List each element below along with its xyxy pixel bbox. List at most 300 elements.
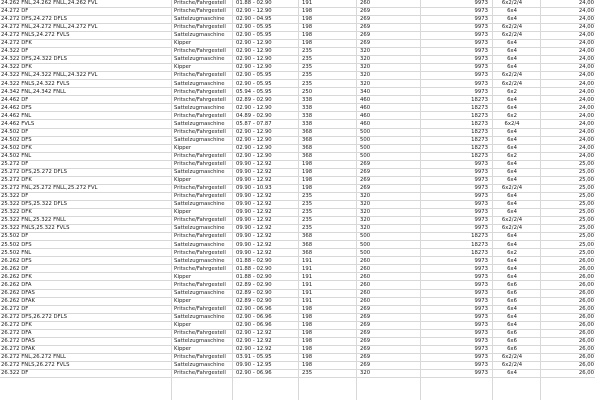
table-row[interactable] xyxy=(0,16,595,24)
drive-config-cell: 6x4 xyxy=(507,144,517,151)
production-period-cell: 09.90 - 12.92 xyxy=(236,241,272,248)
power-kw-cell: 191 xyxy=(302,281,313,288)
model-cell: 25.502 DF xyxy=(1,233,29,240)
tonnage-cell: 24,00 xyxy=(578,8,594,15)
power-hp-cell: 500 xyxy=(360,249,371,256)
power-hp-cell: 269 xyxy=(360,32,371,39)
model-cell: 24.502 DFK xyxy=(1,144,32,151)
body-type-cell: Pritsche/Fahrgestell xyxy=(174,370,226,377)
production-period-cell: 02.90 - 12.90 xyxy=(236,104,272,111)
table-row[interactable] xyxy=(0,177,595,185)
body-type-cell: Kipper xyxy=(174,209,192,216)
power-hp-cell: 320 xyxy=(360,64,371,71)
table-row[interactable] xyxy=(0,145,595,153)
power-hp-cell: 460 xyxy=(360,120,371,127)
power-kw-cell: 235 xyxy=(302,201,313,208)
body-type-cell: Kipper xyxy=(174,346,192,353)
drive-config-cell: 6x4 xyxy=(507,305,517,312)
power-kw-cell: 338 xyxy=(302,120,313,127)
body-type-cell: Sattelzugmaschine xyxy=(174,120,225,127)
power-kw-cell: 338 xyxy=(302,112,313,119)
drive-config-cell: 6x4 xyxy=(507,193,517,200)
model-cell: 26.322 DF xyxy=(1,370,29,377)
body-type-cell: Pritsche/Fahrgestell xyxy=(174,217,226,224)
table-row[interactable] xyxy=(0,185,595,193)
drive-config-cell: 6x2 xyxy=(507,152,517,159)
power-kw-cell: 235 xyxy=(302,64,313,71)
table-row[interactable] xyxy=(0,290,595,298)
drive-config-cell: 6x2 xyxy=(507,249,517,256)
table-row[interactable] xyxy=(0,153,595,161)
production-period-cell: 02.90 - 12.92 xyxy=(236,330,272,337)
body-type-cell: Sattelzugmaschine xyxy=(174,241,225,248)
production-period-cell: 02.90 - 12.90 xyxy=(236,64,272,71)
power-kw-cell: 368 xyxy=(302,152,313,159)
displacement-cell: 18273 xyxy=(471,96,488,103)
tonnage-cell: 24,00 xyxy=(578,56,594,63)
body-type-cell: Pritsche/Fahrgestell xyxy=(174,128,226,135)
tonnage-cell: 26,00 xyxy=(578,281,594,288)
power-kw-cell: 368 xyxy=(302,128,313,135)
power-kw-cell: 191 xyxy=(302,297,313,304)
production-period-cell: 09.90 - 12.92 xyxy=(236,233,272,240)
displacement-cell: 9973 xyxy=(474,201,488,208)
body-type-cell: Kipper xyxy=(174,144,192,151)
drive-config-cell: 6x2/2/4 xyxy=(501,80,523,87)
tonnage-cell: 24,00 xyxy=(578,128,594,135)
table-row[interactable] xyxy=(0,298,595,306)
power-hp-cell: 260 xyxy=(360,257,371,264)
table-row[interactable] xyxy=(0,32,595,40)
power-hp-cell: 320 xyxy=(360,72,371,79)
power-kw-cell: 235 xyxy=(302,370,313,377)
drive-config-cell: 6x4 xyxy=(507,161,517,167)
drive-config-cell: 6x2/2/4 xyxy=(501,185,523,192)
body-type-cell: Sattelzugmaschine xyxy=(174,169,225,176)
displacement-cell: 9973 xyxy=(474,209,488,216)
production-period-cell: 04.89 - 02.90 xyxy=(236,112,272,119)
power-hp-cell: 269 xyxy=(360,40,371,47)
drive-config-cell: 6x2/2/4 xyxy=(501,24,523,31)
displacement-cell: 9973 xyxy=(474,297,488,304)
table-row[interactable] xyxy=(0,250,595,258)
displacement-cell: 9973 xyxy=(474,370,488,377)
drive-config-cell: 6x2/2/4 xyxy=(501,217,523,224)
tonnage-cell: 25,00 xyxy=(578,169,594,176)
model-cell: 24.342 FNL,24.342 FNLL xyxy=(1,88,66,95)
displacement-cell: 9973 xyxy=(474,313,488,320)
production-period-cell: 01.88 - 02.90 xyxy=(236,0,272,6)
body-type-cell: Pritsche/Fahrgestell xyxy=(174,88,226,95)
power-kw-cell: 235 xyxy=(302,48,313,55)
tonnage-cell: 24,00 xyxy=(578,0,594,6)
table-row[interactable] xyxy=(0,258,595,266)
table-row[interactable] xyxy=(0,169,595,177)
tonnage-cell: 24,00 xyxy=(578,96,594,103)
production-period-cell: 05.94 - 05.95 xyxy=(236,88,272,95)
power-hp-cell: 260 xyxy=(360,265,371,272)
drive-config-cell: 6x4 xyxy=(507,265,517,272)
model-cell: 26.272 DFAK xyxy=(1,346,35,353)
body-type-cell: Pritsche/Fahrgestell xyxy=(174,8,226,15)
tonnage-cell: 25,00 xyxy=(578,209,594,216)
power-kw-cell: 191 xyxy=(302,273,313,280)
drive-config-cell: 6x6 xyxy=(507,281,517,288)
displacement-cell: 9973 xyxy=(474,185,488,192)
table-row[interactable] xyxy=(0,0,595,8)
body-type-cell: Sattelzugmaschine xyxy=(174,104,225,111)
power-hp-cell: 500 xyxy=(360,152,371,159)
tonnage-cell: 26,00 xyxy=(578,370,594,377)
body-type-cell: Sattelzugmaschine xyxy=(174,201,225,208)
table-row[interactable] xyxy=(0,81,595,89)
displacement-cell: 9973 xyxy=(474,0,488,6)
power-kw-cell: 235 xyxy=(302,80,313,87)
production-period-cell: 02.90 - 06.96 xyxy=(236,305,272,312)
table-row[interactable] xyxy=(0,137,595,145)
power-kw-cell: 368 xyxy=(302,136,313,143)
body-type-cell: Pritsche/Fahrgestell xyxy=(174,193,226,200)
power-kw-cell: 198 xyxy=(302,40,313,47)
production-period-cell: 02.90 - 05.95 xyxy=(236,72,272,79)
power-kw-cell: 198 xyxy=(302,169,313,176)
table-row[interactable] xyxy=(0,89,595,97)
table-row[interactable] xyxy=(0,242,595,250)
power-hp-cell: 320 xyxy=(360,209,371,216)
drive-config-cell: 6x2 xyxy=(507,112,517,119)
model-cell: 26.272 DF xyxy=(1,305,29,312)
table-row[interactable] xyxy=(0,362,595,370)
model-cell: 25.322 FNLS,25.322 FVLS xyxy=(1,225,70,232)
model-cell: 24.322 DFK xyxy=(1,64,32,71)
tonnage-cell: 24,00 xyxy=(578,48,594,55)
table-row[interactable] xyxy=(0,201,595,209)
power-kw-cell: 198 xyxy=(302,185,313,192)
displacement-cell: 9973 xyxy=(474,177,488,184)
table-row[interactable] xyxy=(0,266,595,274)
displacement-cell: 9973 xyxy=(474,169,488,176)
drive-config-cell: 6x2/2/4 xyxy=(501,32,523,39)
tonnage-cell: 24,00 xyxy=(578,72,594,79)
table-row[interactable] xyxy=(0,274,595,282)
power-kw-cell: 235 xyxy=(302,217,313,224)
table-row[interactable] xyxy=(0,8,595,16)
tonnage-cell: 24,00 xyxy=(578,64,594,71)
power-hp-cell: 269 xyxy=(360,177,371,184)
tonnage-cell: 24,00 xyxy=(578,152,594,159)
displacement-cell: 9973 xyxy=(474,281,488,288)
drive-config-cell: 6x6 xyxy=(507,297,517,304)
model-cell: 24.322 FNLS,24.322 FVLS xyxy=(1,80,70,87)
table-row[interactable] xyxy=(0,346,595,354)
table-row[interactable] xyxy=(0,97,595,105)
table-row[interactable] xyxy=(0,209,595,217)
production-period-cell: 03.91 - 05.95 xyxy=(236,354,272,361)
power-kw-cell: 235 xyxy=(302,209,313,216)
displacement-cell: 9973 xyxy=(474,225,488,232)
power-hp-cell: 460 xyxy=(360,112,371,119)
production-period-cell: 02.89 - 02.90 xyxy=(236,96,272,103)
power-hp-cell: 269 xyxy=(360,169,371,176)
body-type-cell: Sattelzugmaschine xyxy=(174,56,225,63)
displacement-cell: 9973 xyxy=(474,338,488,345)
power-kw-cell: 198 xyxy=(302,330,313,337)
model-cell: 24.462 FVLS xyxy=(1,120,35,127)
drive-config-cell: 6x4 xyxy=(507,201,517,208)
power-kw-cell: 191 xyxy=(302,265,313,272)
drive-config-cell: 6x4 xyxy=(507,64,517,71)
body-type-cell: Pritsche/Fahrgestell xyxy=(174,330,226,337)
power-hp-cell: 500 xyxy=(360,241,371,248)
displacement-cell: 9973 xyxy=(474,40,488,47)
table-row[interactable] xyxy=(0,306,595,314)
production-period-cell: 09.90 - 10.93 xyxy=(236,185,272,192)
table-row[interactable] xyxy=(0,338,595,346)
tonnage-cell: 24,00 xyxy=(578,112,594,119)
model-cell: 24.502 DF xyxy=(1,128,29,135)
power-hp-cell: 320 xyxy=(360,193,371,200)
power-kw-cell: 198 xyxy=(302,338,313,345)
model-cell: 24.322 DF xyxy=(1,48,29,55)
drive-config-cell: 6x4 xyxy=(507,313,517,320)
drive-config-cell: 6x4 xyxy=(507,48,517,55)
body-type-cell: Kipper xyxy=(174,177,192,184)
table-row[interactable] xyxy=(0,48,595,56)
production-period-cell: 02.90 - 12.90 xyxy=(236,152,272,159)
displacement-cell: 9973 xyxy=(474,64,488,71)
body-type-cell: Pritsche/Fahrgestell xyxy=(174,305,226,312)
body-type-cell: Kipper xyxy=(174,40,192,47)
model-cell: 25.322 DFS,25.322 DFLS xyxy=(1,201,67,208)
table-row[interactable] xyxy=(0,113,595,121)
tonnage-cell: 25,00 xyxy=(578,249,594,256)
displacement-cell: 9973 xyxy=(474,193,488,200)
tonnage-cell: 25,00 xyxy=(578,241,594,248)
drive-config-cell: 6x6 xyxy=(507,346,517,353)
drive-config-cell: 6x4 xyxy=(507,169,517,176)
table-row[interactable] xyxy=(0,64,595,72)
table-row[interactable] xyxy=(0,354,595,362)
body-type-cell: Pritsche/Fahrgestell xyxy=(174,281,226,288)
table-row[interactable] xyxy=(0,193,595,201)
tonnage-cell: 26,00 xyxy=(578,330,594,337)
body-type-cell: Pritsche/Fahrgestell xyxy=(174,233,226,240)
table-row[interactable] xyxy=(0,217,595,225)
power-kw-cell: 250 xyxy=(302,88,313,95)
tonnage-cell: 24,00 xyxy=(578,136,594,143)
tonnage-cell: 26,00 xyxy=(578,297,594,304)
table-row[interactable] xyxy=(0,72,595,80)
tonnage-cell: 26,00 xyxy=(578,273,594,280)
tonnage-cell: 24,00 xyxy=(578,40,594,47)
body-type-cell: Sattelzugmaschine xyxy=(174,257,225,264)
power-kw-cell: 191 xyxy=(302,289,313,296)
displacement-cell: 9973 xyxy=(474,289,488,296)
power-kw-cell: 235 xyxy=(302,72,313,79)
table-row[interactable] xyxy=(0,370,595,378)
model-cell: 26.272 FNLS,26.272 FVLS xyxy=(1,362,70,369)
model-cell: 26.272 DFAS xyxy=(1,338,35,345)
displacement-cell: 9973 xyxy=(474,32,488,39)
displacement-cell: 9973 xyxy=(474,24,488,31)
power-hp-cell: 269 xyxy=(360,16,371,23)
power-hp-cell: 269 xyxy=(360,185,371,192)
model-cell: 25.322 DF xyxy=(1,193,29,200)
production-period-cell: 09.90 - 12.92 xyxy=(236,217,272,224)
power-hp-cell: 260 xyxy=(360,297,371,304)
model-cell: 24.322 FNL,24.322 FNLL,24.322 FVL xyxy=(1,72,98,79)
displacement-cell: 9973 xyxy=(474,80,488,87)
model-cell: 24.462 FNL xyxy=(1,112,32,119)
power-kw-cell: 235 xyxy=(302,193,313,200)
power-hp-cell: 320 xyxy=(360,370,371,377)
drive-config-cell: 6x2/2/4 xyxy=(501,225,523,232)
displacement-cell: 18273 xyxy=(471,136,488,143)
table-row[interactable] xyxy=(0,40,595,48)
body-type-cell: Sattelzugmaschine xyxy=(174,136,225,143)
power-hp-cell: 260 xyxy=(360,289,371,296)
tonnage-cell: 26,00 xyxy=(578,289,594,296)
table-row[interactable] xyxy=(0,314,595,322)
model-cell: 24.322 DFS,24.322 DFLS xyxy=(1,56,67,63)
model-cell: 24.462 DFS xyxy=(1,104,32,111)
tonnage-cell: 24,00 xyxy=(578,32,594,39)
power-hp-cell: 269 xyxy=(360,354,371,361)
power-hp-cell: 460 xyxy=(360,96,371,103)
table-row[interactable] xyxy=(0,56,595,64)
model-cell: 25.272 DFK xyxy=(1,177,32,184)
power-hp-cell: 500 xyxy=(360,136,371,143)
tonnage-cell: 26,00 xyxy=(578,313,594,320)
power-kw-cell: 338 xyxy=(302,96,313,103)
tonnage-cell: 25,00 xyxy=(578,185,594,192)
power-hp-cell: 500 xyxy=(360,233,371,240)
displacement-cell: 18273 xyxy=(471,112,488,119)
body-type-cell: Sattelzugmaschine xyxy=(174,80,225,87)
power-hp-cell: 269 xyxy=(360,305,371,312)
production-period-cell: 09.90 - 12.92 xyxy=(236,201,272,208)
table-row[interactable] xyxy=(0,225,595,233)
drive-config-cell: 6x4 xyxy=(507,136,517,143)
model-cell: 25.322 FNL,25.322 FNLL xyxy=(1,217,66,224)
model-cell: 25.272 DFS,25.272 DFLS xyxy=(1,169,67,176)
table-row[interactable] xyxy=(0,24,595,32)
drive-config-cell: 6x4 xyxy=(507,96,517,103)
power-kw-cell: 198 xyxy=(302,16,313,23)
production-period-cell: 09.90 - 12.92 xyxy=(236,249,272,256)
power-hp-cell: 500 xyxy=(360,128,371,135)
displacement-cell: 18273 xyxy=(471,144,488,151)
power-kw-cell: 198 xyxy=(302,362,313,369)
tonnage-cell: 26,00 xyxy=(578,362,594,369)
displacement-cell: 9973 xyxy=(474,265,488,272)
model-cell: 26.262 DFA xyxy=(1,281,32,288)
table-row[interactable] xyxy=(0,330,595,338)
model-cell: 26.262 DFAS xyxy=(1,289,35,296)
power-kw-cell: 198 xyxy=(302,161,313,167)
model-cell: 25.502 FNL xyxy=(1,249,32,256)
power-hp-cell: 269 xyxy=(360,362,371,369)
displacement-cell: 9973 xyxy=(474,305,488,312)
table-row[interactable] xyxy=(0,282,595,290)
power-hp-cell: 260 xyxy=(360,273,371,280)
table-row[interactable] xyxy=(0,322,595,330)
production-period-cell: 01.88 - 02.90 xyxy=(236,257,272,264)
drive-config-cell: 6x4 xyxy=(507,322,517,328)
production-period-cell: 02.90 - 05.95 xyxy=(236,24,272,31)
displacement-cell: 18273 xyxy=(471,104,488,111)
tonnage-cell: 26,00 xyxy=(578,265,594,272)
body-type-cell: Kipper xyxy=(174,297,192,304)
power-hp-cell: 500 xyxy=(360,144,371,151)
drive-config-cell: 6x6 xyxy=(507,289,517,296)
table-row[interactable] xyxy=(0,105,595,113)
production-period-cell: 09.90 - 12.92 xyxy=(236,177,272,184)
body-type-cell: Sattelzugmaschine xyxy=(174,313,225,320)
table-row[interactable] xyxy=(0,121,595,129)
displacement-cell: 9973 xyxy=(474,354,488,361)
model-cell: 25.322 DFK xyxy=(1,209,32,216)
production-period-cell: 09.90 - 12.92 xyxy=(236,209,272,216)
displacement-cell: 18273 xyxy=(471,120,488,127)
body-type-cell: Pritsche/Fahrgestell xyxy=(174,249,226,256)
body-type-cell: Kipper xyxy=(174,64,192,71)
power-kw-cell: 198 xyxy=(302,322,313,328)
body-type-cell: Pritsche/Fahrgestell xyxy=(174,72,226,79)
table-row[interactable] xyxy=(0,161,595,169)
tonnage-cell: 25,00 xyxy=(578,161,594,167)
production-period-cell: 02.90 - 12.90 xyxy=(236,48,272,55)
model-cell: 26.262 DFAK xyxy=(1,297,35,304)
power-kw-cell: 198 xyxy=(302,313,313,320)
table-row[interactable] xyxy=(0,233,595,241)
power-hp-cell: 269 xyxy=(360,313,371,320)
displacement-cell: 9973 xyxy=(474,257,488,264)
power-hp-cell: 320 xyxy=(360,56,371,63)
body-type-cell: Sattelzugmaschine xyxy=(174,32,225,39)
power-hp-cell: 460 xyxy=(360,104,371,111)
production-period-cell: 02.89 - 02.90 xyxy=(236,281,272,288)
production-period-cell: 02.90 - 06.96 xyxy=(236,322,272,328)
tonnage-cell: 24,00 xyxy=(578,88,594,95)
model-cell: 25.272 FNL,25.272 FNLL,25.272 FVL xyxy=(1,185,98,192)
body-type-cell: Pritsche/Fahrgestell xyxy=(174,48,226,55)
tonnage-cell: 26,00 xyxy=(578,322,594,328)
model-cell: 26.272 FNL,26.272 FNLL xyxy=(1,354,66,361)
model-cell: 24.272 DF xyxy=(1,8,29,15)
production-period-cell: 02.90 - 12.90 xyxy=(236,144,272,151)
drive-config-cell: 6x2/4 xyxy=(504,120,520,127)
production-period-cell: 05.87 - 07.87 xyxy=(236,120,272,127)
tonnage-cell: 24,00 xyxy=(578,80,594,87)
production-period-cell: 02.90 - 12.90 xyxy=(236,40,272,47)
drive-config-cell: 6x4 xyxy=(507,257,517,264)
table-row[interactable] xyxy=(0,129,595,137)
drive-config-cell: 6x6 xyxy=(507,338,517,345)
production-period-cell: 02.90 - 12.90 xyxy=(236,56,272,63)
tonnage-cell: 24,00 xyxy=(578,104,594,111)
tonnage-cell: 25,00 xyxy=(578,177,594,184)
body-type-cell: Pritsche/Fahrgestell xyxy=(174,265,226,272)
body-type-cell: Sattelzugmaschine xyxy=(174,289,225,296)
tonnage-cell: 26,00 xyxy=(578,257,594,264)
drive-config-cell: 6x4 xyxy=(507,209,517,216)
drive-config-cell: 6x6 xyxy=(507,330,517,337)
model-cell: 26.262 DFS xyxy=(1,257,32,264)
body-type-cell: Pritsche/Fahrgestell xyxy=(174,96,226,103)
power-kw-cell: 198 xyxy=(302,354,313,361)
body-type-cell: Pritsche/Fahrgestell xyxy=(174,24,226,31)
